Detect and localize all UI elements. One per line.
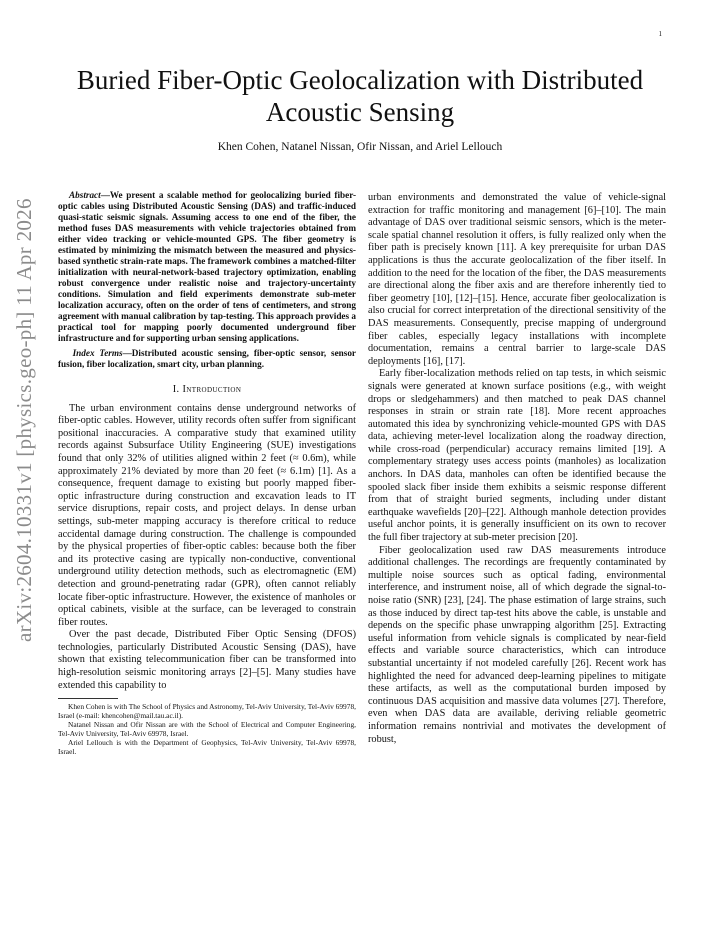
body-paragraph-3: Fiber geolocalization used raw DAS measurements introduce additional challenges. The recordings are frequently contaminated by multiple noise sources such as optical fading, environmental interference, and instrument noise, all of which degrade the signal-to-noise ratio (SNR) [23], [24]. The phase estimation of large strains, such as those induced by direct tap-test hits above the cable, is unstable and depends on the specific phase unwrapping algorithm [25]. Extracting useful information from vehicle signals is complicated by near-field effects and variable source characteristics, which can introduce substantial uncertainty if not modeled carefully [26]. Recent work has highlighted the need for advanced deep-learning pipelines to mitigate these artifacts, as well as the computational burden imposed by continuous DAS acquisition and massive data volumes [27]. Therefore, even when DAS data are available, deriving reliable geometric information remains nontrivial and motivates the development of robust, [368,544,666,745]
footnote-1: Khen Cohen is with The School of Physics and Astronomy, Tel-Aviv University, Tel-Aviv 69978, Israel (e-mail: khencohen@mail.tau.ac.il). [58,702,356,721]
author-list: Khen Cohen, Natanel Nissan, Ofir Nissan, and Ariel Lellouch [217,141,503,153]
body-paragraph-1: urban environments and demonstrated the value of vehicle-signal extraction for traffic monitoring and management [6]–[10]. The main advantage of DAS over traditional seismic sensors, which is the meter-scale spatial channel resolution it offers, is fully realized only when the fiber path is precisely known [11]. A key prerequisite for urban DAS applications is thus the accurate geolocalization of the fiber itself. In addition to the need for the location of the fiber, the DAS measurements are directional along the fiber axis and are therefore inherently tied to fiber geometry [10], [12]–[15]. Hence, accurate fiber geolocalization is also crucial for correct interpretation of the directional sensitivity of the DAS measurements. Consequently, precise mapping of underground fiber cables, especially legacy installations with incomplete documentation, remains a central barrier to large-scale DAS deployments [16], [17]. [368,192,666,367]
index-terms-label: Index Terms [72,348,123,358]
footnote-2: Natanel Nissan and Ofir Nissan are with the School of Electrical and Computer Engineering, Tel-Aviv University, Tel-Aviv 69978, Israel. [58,720,356,739]
intro-paragraph-2: Over the past decade, Distributed Fiber Optic Sensing (DFOS) technologies, particularly Distributed Acoustic Sensing (DAS), have shown that existing telecommunication fiber can be transformed into high-resolution seismic monitoring arrays [2]–[5]. Many studies have extended this capability to [58,629,356,691]
index-terms [58,348,356,370]
page-number: 1 [658,30,662,38]
intro-paragraph-1: The urban environment contains dense underground networks of fiber-optic cables. However, utility records often suffer from significant positional inaccuracies. A comparative study that examined utility records against Subsurface Utility Engineering (SUE) investigations found that only 32% of utilities aligned within 2 feet (≈ 0.6m), while approximately 21% deviated by more than 20 feet (≈ 6.1m) [1]. As a consequence, frequent damage to existing but poorly mapped fiber-optic infrastructure during construction and excavation leads to IT service disruptions, repair costs, and project delays. In dense urban settings, sub-meter mapping accuracy is therefore critical to reduce accidental damage during construction. The challenge is compounded by the physical properties of fiber-optic cables: because both the fiber and its protective casing are typically non-conductive, conventional underground utility detection methods, such as electromagnetic (EM) detection and ground-penetrating radar (GPR), often cannot reliably locate fiber-optic infrastructure. However, the existence of manholes or optical cabinets, visible at the surface, can be leveraged to constrain fiber routes. [58,402,356,628]
abstract [58,190,356,344]
paper-title: Buried Fiber-Optic Geolocalization with Distributed Acoustic Sensing [76,65,644,127]
left-column [58,190,356,756]
abstract-text: —We present a scalable method for geolocalizing buried fiber-optic cables using Distributed Acoustic Sensing (DAS) and traffic-induced quasi-static seismic signals. Assuming access to one end of the fiber, the method fuses DAS measurements with vehicle trajectories obtained from either video tracking or vehicle-mounted GPS. The fiber geometry is estimated by minimizing the mismatch between the measured and physics-based synthetic strain-rate maps. The framework combines a matched-filter initialization with neural-network-based trajectory optimization, enabling robust convergence under realistic noise and trajectory-uncertainty conditions. Simulation and field experiments demonstrate sub-meter localization accuracy, often on the order of tens of centimeters, and strong agreement with manual calibration by tap-testing. This approach provides a practical tool for mapping poorly documented underground fiber infrastructure and for supporting urban sensing applications. [58,190,357,343]
index-terms-text: —Distributed acoustic sensing, fiber-optic sensor, sensor fusion, fiber localization, smart city, urban planning. [58,348,357,369]
abstract-label: Abstract [69,190,101,200]
section-heading-introduction: I. Introduction [172,384,242,395]
arxiv-side-identifier: arXiv:2604.10331v1 [physics.geo-ph] 11 Apr 2026 [12,198,36,642]
footnote-3: Ariel Lellouch is with the Department of Geophysics, Tel-Aviv University, Tel-Aviv 69978, Israel. [58,738,356,757]
body-paragraph-2: Early fiber-localization methods relied on tap tests, in which seismic signals were generated at known surface positions (e.g., with weight drops or sledgehammers) and then matched to peak DAS channel responses in strain or strain rate [18]. More recent approaches automated this idea by synchronizing vehicle-mounted GPS with DAS data, achieving meter-level localization along the roadway direction, while cross-road (perpendicular) accuracy remains limited [19]. A complementary strategy uses access points (manholes) as localization anchors. In DAS data, manholes can often be identified because the spooled slack fiber inside them exhibits a seismic response different from that of straight buried segments, including under distant earthquake wavefields [20]–[22]. Although manhole detection provides useful anchor points, it is generally insufficient on its own to recover the full fiber trajectory at sub-meter precision [20]. [368,368,666,544]
right-column [368,192,666,746]
footnote-divider [58,698,118,699]
author-footnotes [58,702,356,756]
